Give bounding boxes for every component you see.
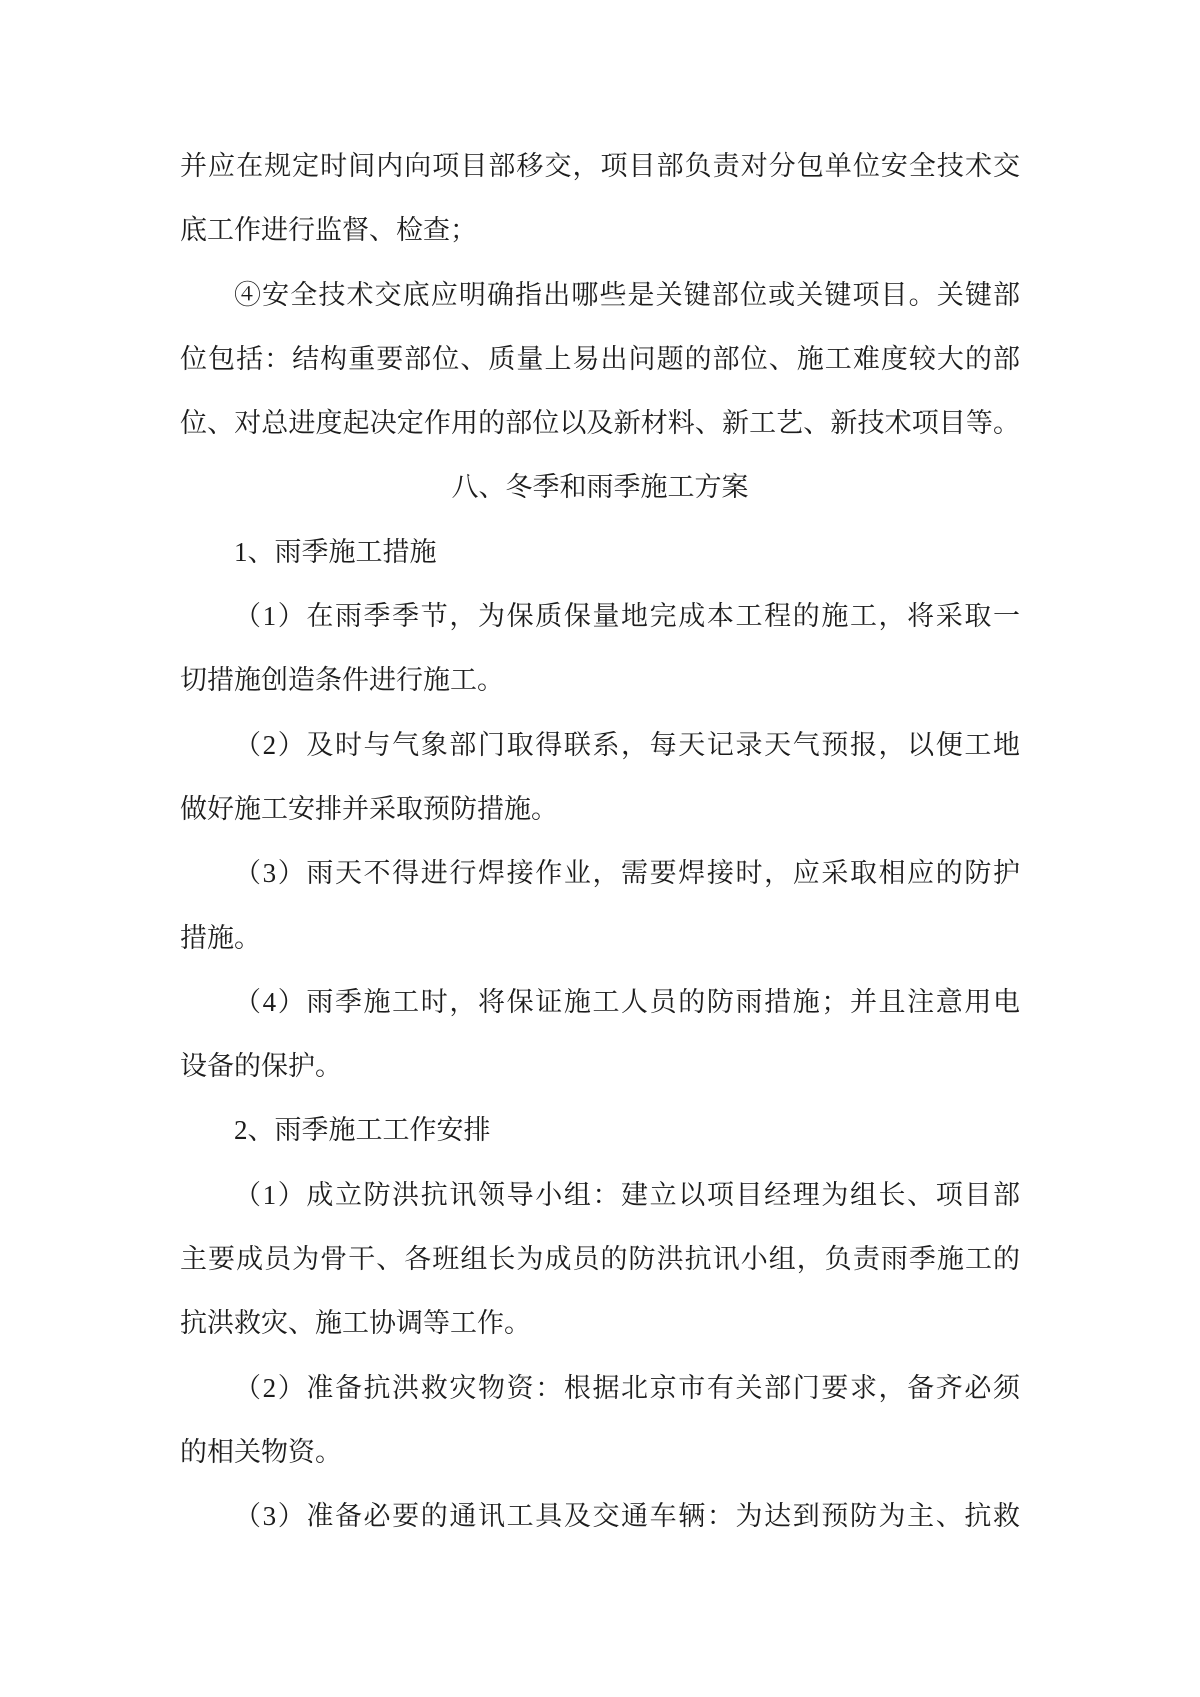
text-line: （2）及时与气象部门取得联系，每天记录天气预报，以便工地 xyxy=(234,729,1020,760)
list-item-title: 1、雨季施工措施 xyxy=(234,536,437,567)
text-line: 抗洪救灾、施工协调等工作。 xyxy=(180,1308,531,1339)
text-line: （1）在雨季季节，为保质保量地完成本工程的施工，将采取一 xyxy=(234,601,1020,632)
text-line: 底工作进行监督、检查； xyxy=(180,215,477,246)
text-line: （4）雨季施工时，将保证施工人员的防雨措施；并且注意用电 xyxy=(234,986,1020,1017)
text-line: 位、对总进度起决定作用的部位以及新材料、新工艺、新技术项目等。 xyxy=(180,408,1020,439)
text-line: （2）准备抗洪救灾物资：根据北京市有关部门要求，备齐必须 xyxy=(234,1372,1020,1403)
list-item-title: 2、雨季施工工作安排 xyxy=(234,1115,491,1146)
text-line: 位包括：结构重要部位、质量上易出问题的部位、施工难度较大的部 xyxy=(180,343,1020,374)
text-line: 做好施工安排并采取预防措施。 xyxy=(180,793,558,824)
text-line: 切措施创造条件进行施工。 xyxy=(180,665,504,696)
document-body xyxy=(180,134,1020,1549)
text-line: 并应在规定时间内向项目部移交，项目部负责对分包单位安全技术交 xyxy=(180,151,1020,181)
section-heading: 八、冬季和雨季施工方案 xyxy=(451,472,749,503)
text-line: ④安全技术交底应明确指出哪些是关键部位或关键项目。关键部 xyxy=(234,279,1020,310)
text-line: 主要成员为骨干、各班组长为成员的防洪抗讯小组，负责雨季施工的 xyxy=(180,1244,1020,1275)
text-line: （3）准备必要的通讯工具及交通车辆：为达到预防为主、抗救 xyxy=(234,1501,1020,1532)
text-line: 措施。 xyxy=(180,922,261,953)
text-line: （3）雨天不得进行焊接作业，需要焊接时，应采取相应的防护 xyxy=(234,858,1020,889)
text-line: 设备的保护。 xyxy=(180,1051,342,1082)
text-line: 的相关物资。 xyxy=(180,1436,342,1467)
text-line: （1）成立防洪抗讯领导小组：建立以项目经理为组长、项目部 xyxy=(234,1179,1020,1210)
